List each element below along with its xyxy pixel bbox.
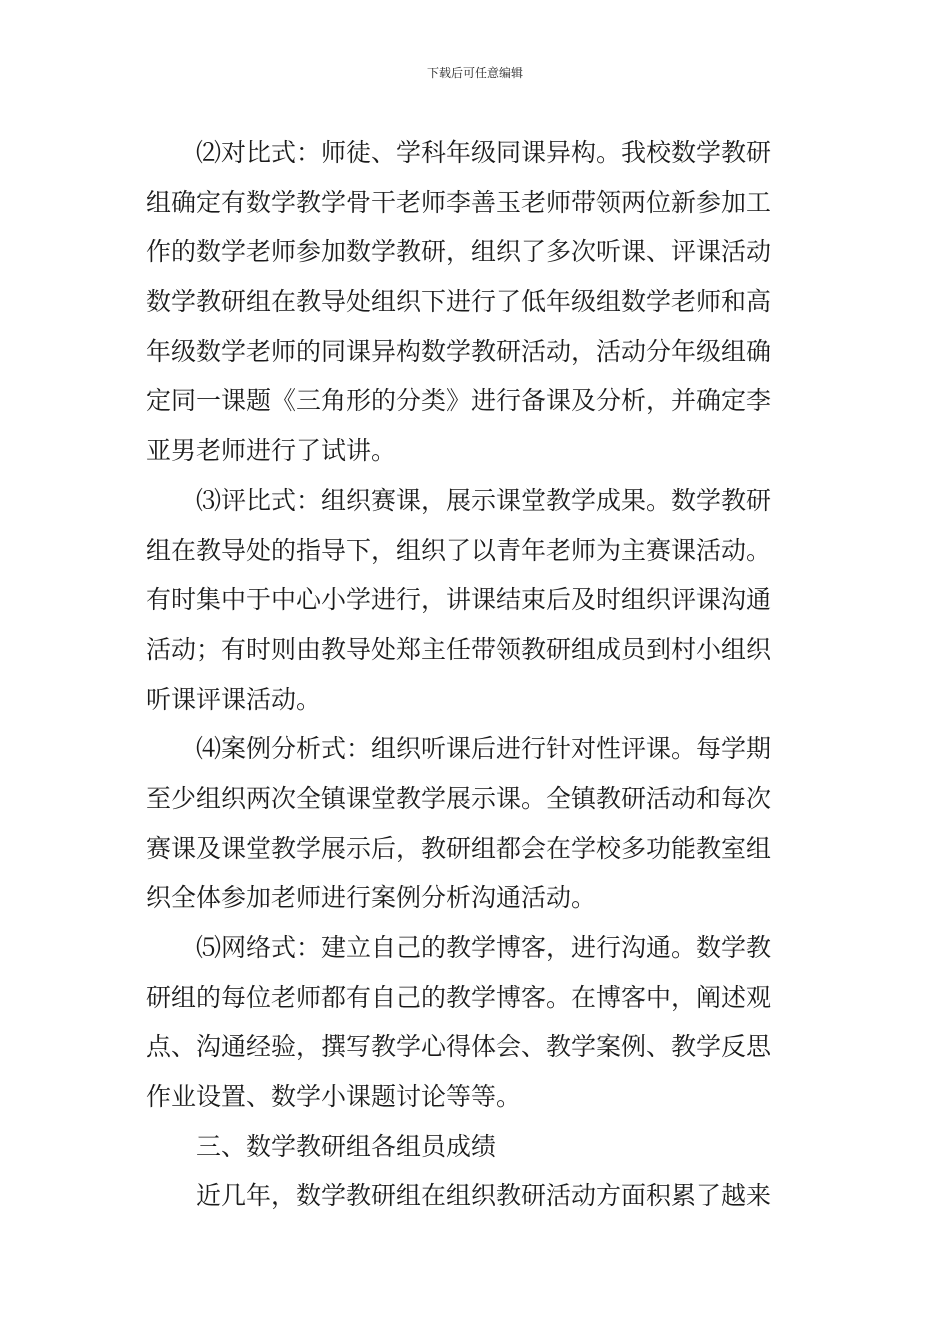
page-header-note: 下载后可任意编辑 [426,66,523,80]
text-line: 组在教导处的指导下，组织了以青年老师为主赛课活动。 [146,535,772,565]
text-line: 点、沟通经验，撰写教学心得体会、教学案例、教学反思 [146,1032,772,1062]
text-line: 数学教研组在教导处组织下进行了低年级组数学老师和高 [146,287,772,317]
text-line: 定同一课题《三角形的分类》进行备课及分析，并确定李 [146,386,772,416]
text-line: 作的数学老师参加数学教研，组织了多次听课、评课活动 [146,237,772,267]
text-line: 年级数学老师的同课异构数学教研活动，活动分年级组确 [146,336,772,366]
text-line: 赛课及课堂教学展示后，教研组都会在学校多功能教室组 [146,833,772,863]
text-line: ⑸网络式：建立自己的教学博客，进行沟通。数学教 [196,933,772,962]
text-line: ⑵对比式：师徒、学科年级同课异构。我校数学教研 [196,138,772,167]
text-line: 作业设置、数学小课题讨论等等。 [146,1082,522,1112]
text-line: 织全体参加老师进行案例分析沟通活动。 [146,883,597,913]
text-line: 三、数学教研组各组员成绩 [196,1131,497,1161]
text-line: 活动；有时则由教导处郑主任带领教研组成员到村小组织 [146,634,772,664]
text-line: 亚男老师进行了试讲。 [146,436,397,466]
text-line: 组确定有数学教学骨干老师李善玉老师带领两位新参加工 [146,187,772,217]
text-line: ⑷案例分析式：组织听课后进行针对性评课。每学期 [196,734,772,764]
text-line: 研组的每位老师都有自己的教学博客。在博客中，阐述观 [146,982,772,1012]
text-line: 听课评课活动。 [146,684,322,714]
text-line: 有时集中于中心小学进行，讲课结束后及时组织评课沟通 [146,585,772,615]
text-line: 近几年，数学教研组在组织教研活动方面积累了越来 [196,1181,772,1211]
document-body [146,128,806,1221]
text-line: 至少组织两次全镇课堂教学展示课。全镇教研活动和每次 [146,783,772,813]
text-line: ⑶评比式：组织赛课，展示课堂教学成果。数学教研 [196,485,772,515]
